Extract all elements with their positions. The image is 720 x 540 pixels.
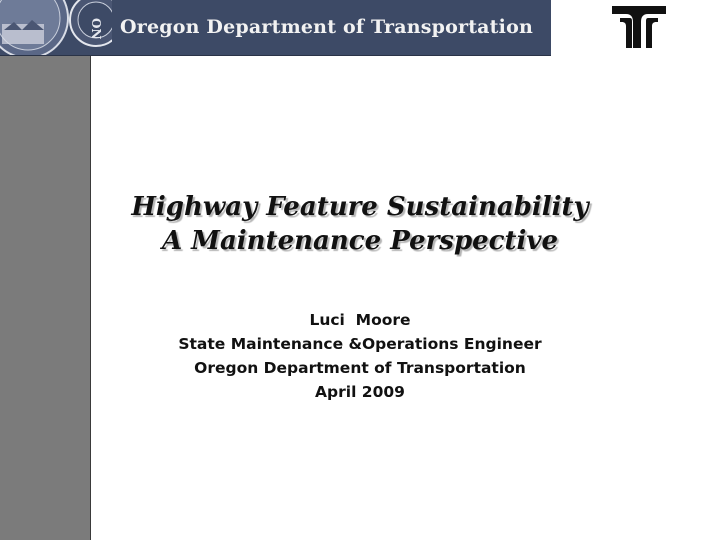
agency-name: Oregon Department of Transportation — [120, 16, 533, 38]
title-line-2: A Maintenance Perspective — [161, 226, 559, 256]
header-band — [0, 0, 551, 56]
oregon-seal-icon — [0, 0, 112, 55]
presenter-info — [90, 308, 630, 404]
presenter-organization: Oregon Department of Transportation — [194, 359, 526, 377]
presenter-role: State Maintenance &Operations Engineer — [178, 335, 542, 353]
svg-text:ON: ON — [89, 18, 103, 40]
presentation-date: April 2009 — [315, 383, 405, 401]
left-sidebar-bar — [0, 55, 91, 540]
title-line-1: Highway Feature Sustainability — [131, 192, 589, 222]
odot-logo-icon — [610, 4, 668, 50]
slide-title — [90, 190, 630, 258]
presenter-name: Luci Moore — [309, 311, 411, 329]
